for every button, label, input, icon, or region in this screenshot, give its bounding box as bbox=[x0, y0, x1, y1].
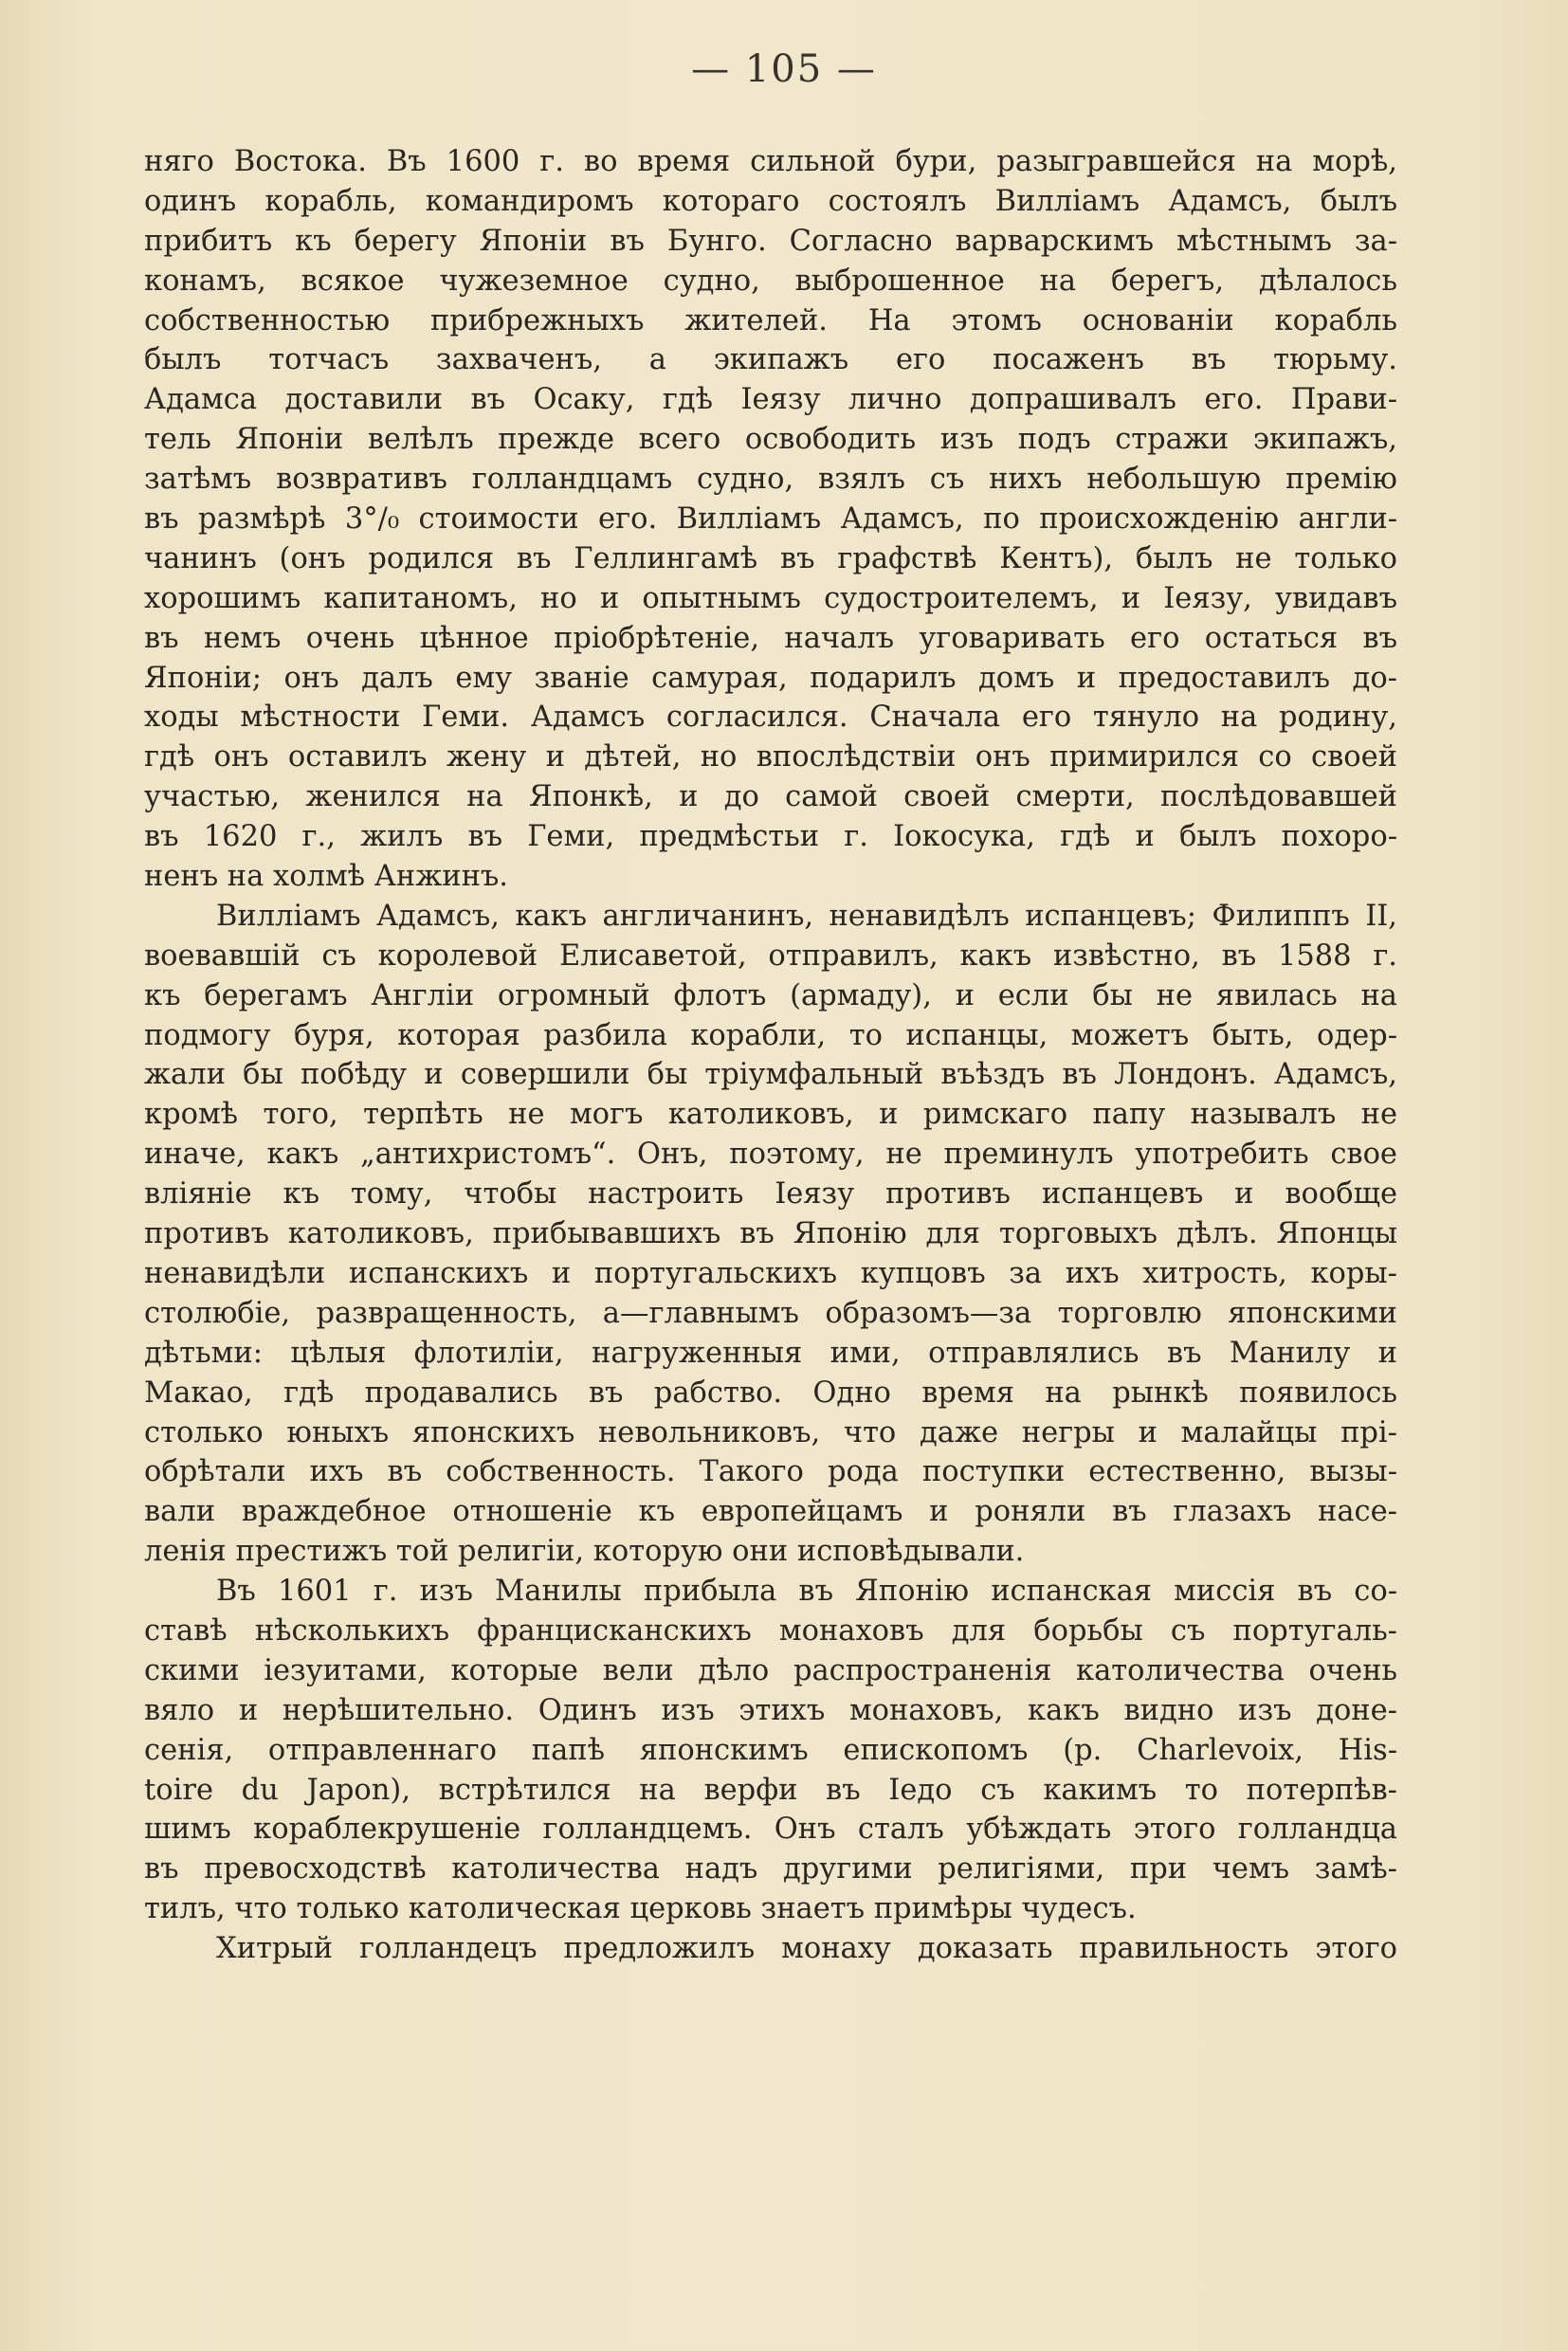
text-line: чанинъ (онъ родился въ Геллингамѣ въ графствѣ Кентъ), былъ не только bbox=[144, 541, 1397, 575]
body-text bbox=[144, 142, 1397, 1969]
text-line: въ 1620 г., жилъ въ Геми, предмѣстьи г. Іокосука, гдѣ и былъ похоро- bbox=[144, 820, 1397, 854]
text-line: toire du Japon), встрѣтился на верфи въ Іедо съ какимъ то потерпѣв- bbox=[144, 1773, 1397, 1807]
text-line: собственностью прибрежныхъ жителей. На этомъ основаніи корабль bbox=[144, 303, 1397, 337]
text-line: Макао, гдѣ продавались въ рабство. Одно время на рынкѣ появилось bbox=[144, 1376, 1397, 1410]
text-line: жали бы побѣду и совершили бы тріумфальный въѣздъ въ Лондонъ. Адамсъ, bbox=[144, 1058, 1397, 1092]
text-line: гдѣ онъ оставилъ жену и дѣтей, но впослѣдствіи онъ примирился со своей bbox=[144, 740, 1397, 775]
text-line: въ превосходствѣ католичества надъ другими религіями, при чемъ замѣ- bbox=[144, 1852, 1397, 1886]
text-line: няго Востока. Въ 1600 г. во время сильной бури, разыгравшейся на морѣ, bbox=[144, 145, 1397, 178]
text-line: обрѣтали ихъ въ собственность. Такого рода поступки естественно, вызы- bbox=[144, 1455, 1397, 1489]
text-line: сенія, отправленнаго папѣ японскимъ епископомъ (p. Charlevoix, His- bbox=[144, 1733, 1397, 1767]
text-line: вяло и нерѣшительно. Одинъ изъ этихъ монаховъ, какъ видно изъ доне- bbox=[144, 1693, 1397, 1727]
paragraph-start-line: Въ 1601 г. изъ Манилы прибыла въ Японію испанская миссія въ со- bbox=[216, 1575, 1397, 1609]
text-line: столюбіе, развращенность, а—главнымъ образомъ—за торговлю японскими bbox=[144, 1296, 1397, 1330]
text-line: противъ католиковъ, прибывавшихъ въ Японію для торговыхъ дѣлъ. Японцы bbox=[144, 1217, 1397, 1251]
text-line: участью, женился на Японкѣ, и до самой своей смерти, послѣдовавшей bbox=[144, 780, 1397, 814]
text-line: вали враждебное отношеніе къ европейцамъ и роняли въ глазахъ насе- bbox=[144, 1495, 1397, 1529]
text-line: иначе, какъ „антихристомъ“. Онъ, поэтому, не преминулъ употребить свое bbox=[144, 1138, 1397, 1172]
text-line: скими іезуитами, которые вели дѣло распространенія католичества очень bbox=[144, 1653, 1397, 1687]
text-line: тель Японіи велѣлъ прежде всего освободить изъ подъ стражи экипажъ, bbox=[144, 423, 1397, 457]
text-line: затѣмъ возвративъ голландцамъ судно, взялъ съ нихъ небольшую премію bbox=[144, 463, 1397, 497]
text-line: въ размѣрѣ 3°/₀ стоимости его. Вилліамъ Адамсъ, по происхожденію англи- bbox=[144, 502, 1397, 537]
text-line: къ берегамъ Англіи огромный флотъ (армаду), и если бы не явилась на bbox=[144, 978, 1397, 1012]
text-line: ставѣ нѣсколькихъ францисканскихъ монаховъ для борьбы съ португаль- bbox=[144, 1613, 1397, 1648]
paragraph-end-line: ненъ на холмѣ Анжинъ. bbox=[144, 860, 509, 894]
text-line: ненавидѣли испанскихъ и португальскихъ купцовъ за ихъ хитрость, коры- bbox=[144, 1256, 1397, 1290]
text-line: ходы мѣстности Геми. Адамсъ согласился. Сначала его тянуло на родину, bbox=[144, 701, 1397, 735]
text-line: Японіи; онъ далъ ему званіе самурая, подарилъ домъ и предоставилъ до- bbox=[144, 661, 1397, 695]
paragraph-start-line: Вилліамъ Адамсъ, какъ англичанинъ, ненавидѣлъ испанцевъ; Филиппъ II, bbox=[216, 899, 1397, 933]
text-line: былъ тотчасъ захваченъ, а экипажъ его посаженъ въ тюрьму. bbox=[144, 343, 1397, 377]
paragraph-end-line: тилъ, что только католическая церковь знаетъ примѣры чудесъ. bbox=[144, 1892, 1137, 1926]
text-line: дѣтьми: цѣлыя флотиліи, нагруженныя ими, отправлялись въ Манилу и bbox=[144, 1336, 1397, 1370]
text-line: вліяніе къ тому, чтобы настроить Іеязу противъ испанцевъ и вообще bbox=[144, 1177, 1397, 1212]
text-line: хорошимъ капитаномъ, но и опытнымъ судостроителемъ, и Іеязу, увидавъ bbox=[144, 581, 1397, 615]
text-line: конамъ, всякое чужеземное судно, выброшенное на берегъ, дѣлалось bbox=[144, 264, 1397, 298]
paragraph-start-line: Хитрый голландецъ предложилъ монаху доказать правильность этого bbox=[216, 1932, 1397, 1966]
text-line: Адамса доставили въ Осаку, гдѣ Іеязу лично допрашивалъ его. Прави- bbox=[144, 383, 1397, 417]
text-line: воевавшій съ королевой Елисаветой, отправилъ, какъ извѣстно, въ 1588 г. bbox=[144, 939, 1397, 973]
text-line: прибитъ къ берегу Японіи въ Бунго. Согласно варварскимъ мѣстнымъ за- bbox=[144, 224, 1397, 258]
text-line: въ немъ очень цѣнное пріобрѣтеніе, началъ уговаривать его остаться въ bbox=[144, 621, 1397, 655]
paragraph-end-line: ленія престижъ той религіи, которую они исповѣдывали. bbox=[144, 1535, 1025, 1569]
text-line: столько юныхъ японскихъ невольниковъ, что даже негры и малайцы прі- bbox=[144, 1415, 1397, 1449]
page-number: — 105 — bbox=[691, 47, 877, 91]
text-line: кромѣ того, терпѣть не могъ католиковъ, и римскаго папу называлъ не bbox=[144, 1098, 1397, 1132]
text-line: подмогу буря, которая разбила корабли, то испанцы, можетъ быть, одер- bbox=[144, 1018, 1397, 1052]
text-line: шимъ кораблекрушеніе голландцемъ. Онъ сталъ убѣждать этого голландца bbox=[144, 1813, 1397, 1847]
text-line: одинъ корабль, командиромъ котораго состоялъ Вилліамъ Адамсъ, былъ bbox=[144, 184, 1397, 218]
